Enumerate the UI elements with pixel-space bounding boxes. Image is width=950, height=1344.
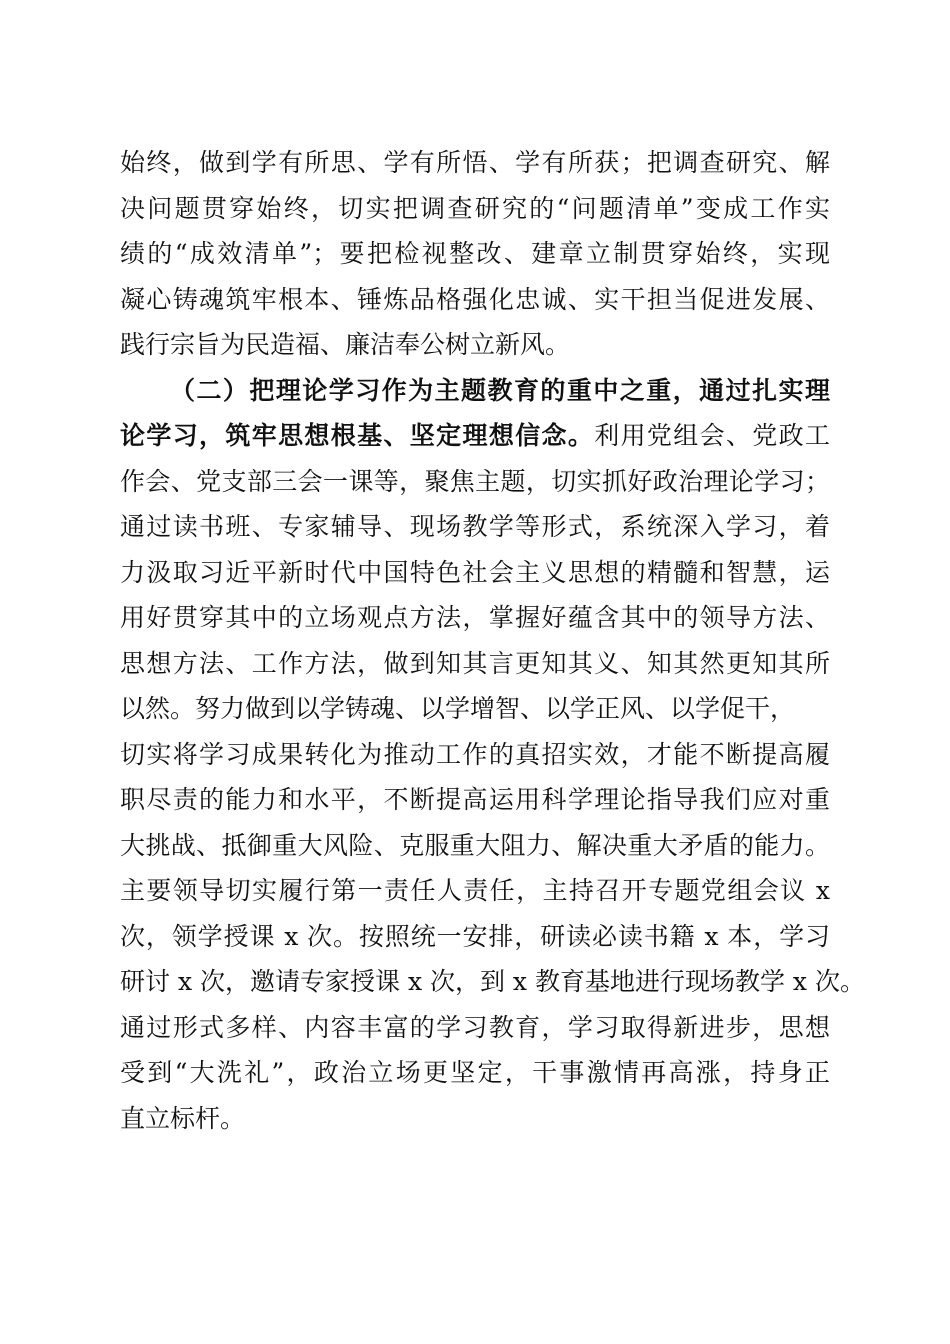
paragraph-2-line-17: 直立标杆。 (120, 1103, 246, 1133)
paragraph-2-line-5: 力汲取习近平新时代中国特色社会主义思想的精髓和智慧，运 (120, 557, 830, 587)
paragraph-2-line-15: 通过形式多样、内容丰富的学习教育，学习取得新进步，思想 (120, 1012, 830, 1042)
paragraph-2-line-11: 大挑战、抵御重大风险、克服重大阻力、解决重大矛盾的能力。 (120, 830, 830, 860)
paragraph-2-line-16: 受到“大洗礼”，政治立场更坚定，干事激情再高涨，持身正 (120, 1058, 830, 1087)
paragraph-1-line-4: 凝心铸魂筑牢根本、锤炼品格强化忠诚、实干担当促进发展、 (120, 284, 830, 314)
paragraph-2-line-12: 主要领导切实履行第一责任人责任，主持召开专题党组会议 x (120, 876, 830, 905)
paragraph-2-line-6: 用好贯穿其中的立场观点方法，掌握好蕴含其中的领导方法、 (120, 603, 830, 632)
paragraph-2-line-14: 研讨 x 次，邀请专家授课 x 次，到 x 教育基地进行现场教学 x 次。 (120, 967, 865, 996)
paragraph-2-line-8: 以然。努力做到以学铸魂、以学增智、以学正风、以学促干， (120, 694, 796, 723)
section-heading-line-1: （二）把理论学习作为主题教育的重中之重，通过扎实理 (170, 375, 830, 405)
paragraph-2-line-10: 职尽责的能力和水平，不断提高运用科学理论指导我们应对重 (120, 785, 830, 814)
paragraph-2-line-4: 通过读书班、专家辅导、现场教学等形式，系统深入学习，着 (120, 512, 830, 541)
paragraph-1-line-3: 绩的“成效清单”；要把检视整改、建章立制贯穿始终，实现 (120, 239, 830, 268)
paragraph-2-line-2-rest: 利用党组会、党政工 (594, 421, 830, 450)
paragraph-1 (120, 140, 830, 368)
paragraph-1-line-1: 始终，做到学有所思、学有所悟、学有所获；把调查研究、解 (120, 148, 830, 177)
document-body (120, 140, 865, 1141)
section-heading-line-2: 论学习，筑牢思想根基、坚定理想信念。 (120, 421, 595, 450)
paragraph-2-line-13: 次，领学授课 x 次。按照统一安排，研读必读书籍 x 本，学习 (120, 921, 830, 951)
paragraph-2 (120, 368, 865, 1142)
paragraph-2-line-9: 切实将学习成果转化为推动工作的真招实效，才能不断提高履 (120, 739, 830, 769)
paragraph-2-line-3: 作会、党支部三会一课等，聚焦主题，切实抓好政治理论学习； (120, 466, 830, 496)
paragraph-1-line-2: 决问题贯穿始终，切实把调查研究的“问题清单”变成工作实 (120, 193, 830, 223)
paragraph-2-line-2 (120, 413, 830, 459)
paragraph-1-line-5: 践行宗旨为民造福、廉洁奉公树立新风。 (120, 330, 571, 359)
paragraph-2-line-7: 思想方法、工作方法，做到知其言更知其义、知其然更知其所 (120, 648, 830, 678)
